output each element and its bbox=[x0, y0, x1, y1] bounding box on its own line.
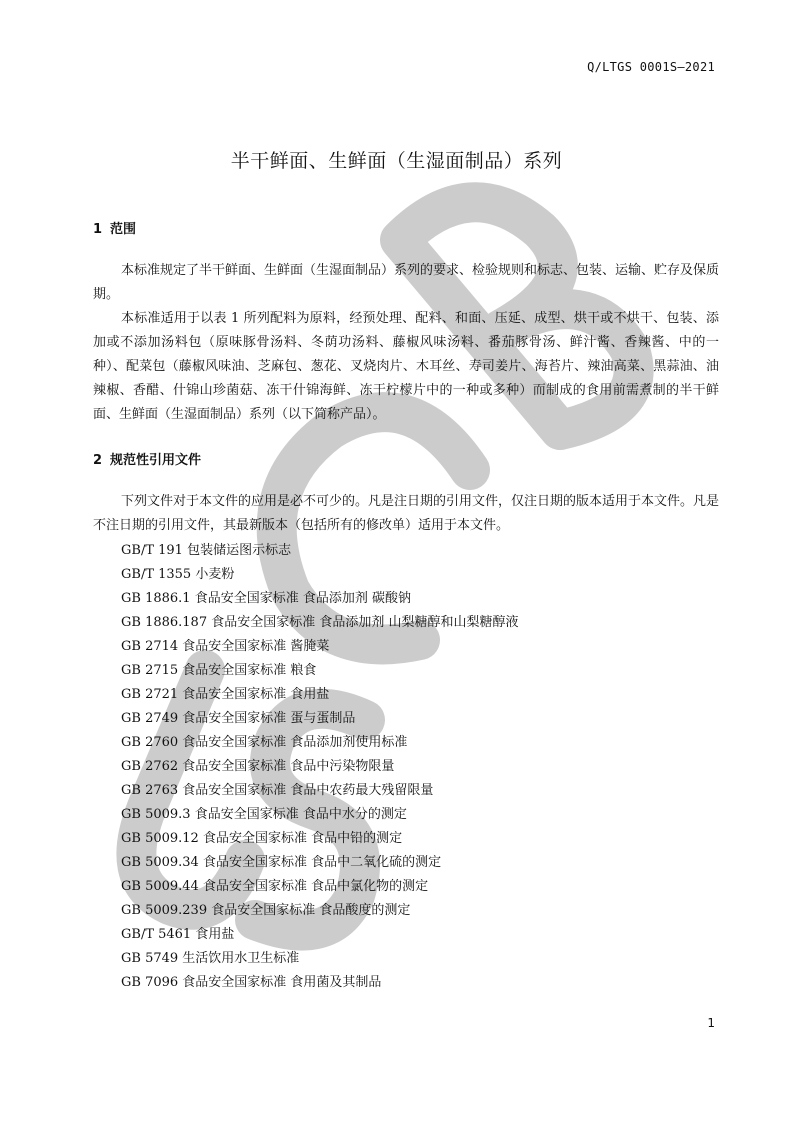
reference-item: GB 5009.3 食品安全国家标准 食品中水分的测定 bbox=[121, 807, 407, 822]
section-2-title: 规范性引用文件 bbox=[110, 453, 202, 468]
reference-item: GB 1886.187 食品安全国家标准 食品添加剂 山梨糖醇和山梨糖醇液 bbox=[121, 615, 519, 630]
reference-item: GB 2762 食品安全国家标准 食品中污染物限量 bbox=[121, 759, 395, 774]
reference-list bbox=[121, 539, 519, 995]
reference-item: GB 5009.239 食品安全国家标准 食品酸度的测定 bbox=[121, 903, 411, 918]
reference-item: GB 2714 食品安全国家标准 酱腌菜 bbox=[121, 639, 330, 654]
section-1-paragraph-1: 本标准规定了半干鲜面、生鲜面（生湿面制品）系列的要求、检验规则和标志、包装、运输、贮存及保质期。 bbox=[93, 263, 720, 302]
section-2-heading bbox=[93, 449, 201, 468]
section-2-number: 2 bbox=[93, 453, 103, 468]
reference-item: GB 1886.1 食品安全国家标准 食品添加剂 碳酸钠 bbox=[121, 591, 411, 606]
reference-item: GB/T 1355 小麦粉 bbox=[121, 567, 235, 582]
page-number: 1 bbox=[707, 1016, 715, 1030]
section-1-number: 1 bbox=[93, 222, 103, 237]
reference-item: GB 2760 食品安全国家标准 食品添加剂使用标准 bbox=[121, 735, 408, 750]
reference-item: GB 5009.44 食品安全国家标准 食品中氯化物的测定 bbox=[121, 879, 429, 894]
reference-item: GB 5009.12 食品安全国家标准 食品中铅的测定 bbox=[121, 831, 403, 846]
standard-code: Q/LTGS 0001S—2021 bbox=[587, 60, 715, 74]
reference-item: GB/T 191 包装储运图示标志 bbox=[121, 543, 292, 558]
reference-item: GB 2715 食品安全国家标准 粮食 bbox=[121, 663, 317, 678]
reference-item: GB/T 5461 食用盐 bbox=[121, 927, 235, 942]
section-2-intro: 下列文件对于本文件的应用是必不可少的。凡是注日期的引用文件，仅注日期的版本适用于本文件。凡是不注日期的引用文件，其最新版本（包括所有的修改单）适用于本文件。 bbox=[93, 494, 720, 533]
reference-item: GB 2749 食品安全国家标准 蛋与蛋制品 bbox=[121, 711, 356, 726]
reference-item: GB 5749 生活饮用水卫生标准 bbox=[121, 951, 300, 966]
reference-item: GB 2763 食品安全国家标准 食品中农药最大残留限量 bbox=[121, 783, 434, 798]
reference-item: GB 2721 食品安全国家标准 食用盐 bbox=[121, 687, 330, 702]
document-title: 半干鲜面、生鲜面（生湿面制品）系列 bbox=[230, 150, 563, 172]
reference-item: GB 5009.34 食品安全国家标准 食品中二氧化硫的测定 bbox=[121, 855, 442, 870]
section-1-paragraph-2: 本标准适用于以表 1 所列配料为原料，经预处理、配料、和面、压延、成型、烘干或不烘干、包装、添加或不添加汤料包（原味豚骨汤料、冬荫功汤料、藤椒风味汤料、番茄豚骨汤、鲜汁酱、香辣酱、中的一种）、配菜包（藤椒风味油、芝麻包、葱花、叉烧肉片、木耳丝、寿司姜片、海苔片、辣油高菜、黑蒜油、油辣椒、香醋、什锦山珍菌菇、冻干什锦海鲜、冻干柠檬片中的一种或多种）而制成的食用前需煮制的半干鲜面、生鲜面（生湿面制品）系列（以下简称产品）。 bbox=[93, 311, 719, 422]
section-1-heading bbox=[93, 218, 136, 237]
section-1-title: 范围 bbox=[110, 222, 137, 237]
reference-item: GB 7096 食品安全国家标准 食用菌及其制品 bbox=[121, 975, 382, 990]
